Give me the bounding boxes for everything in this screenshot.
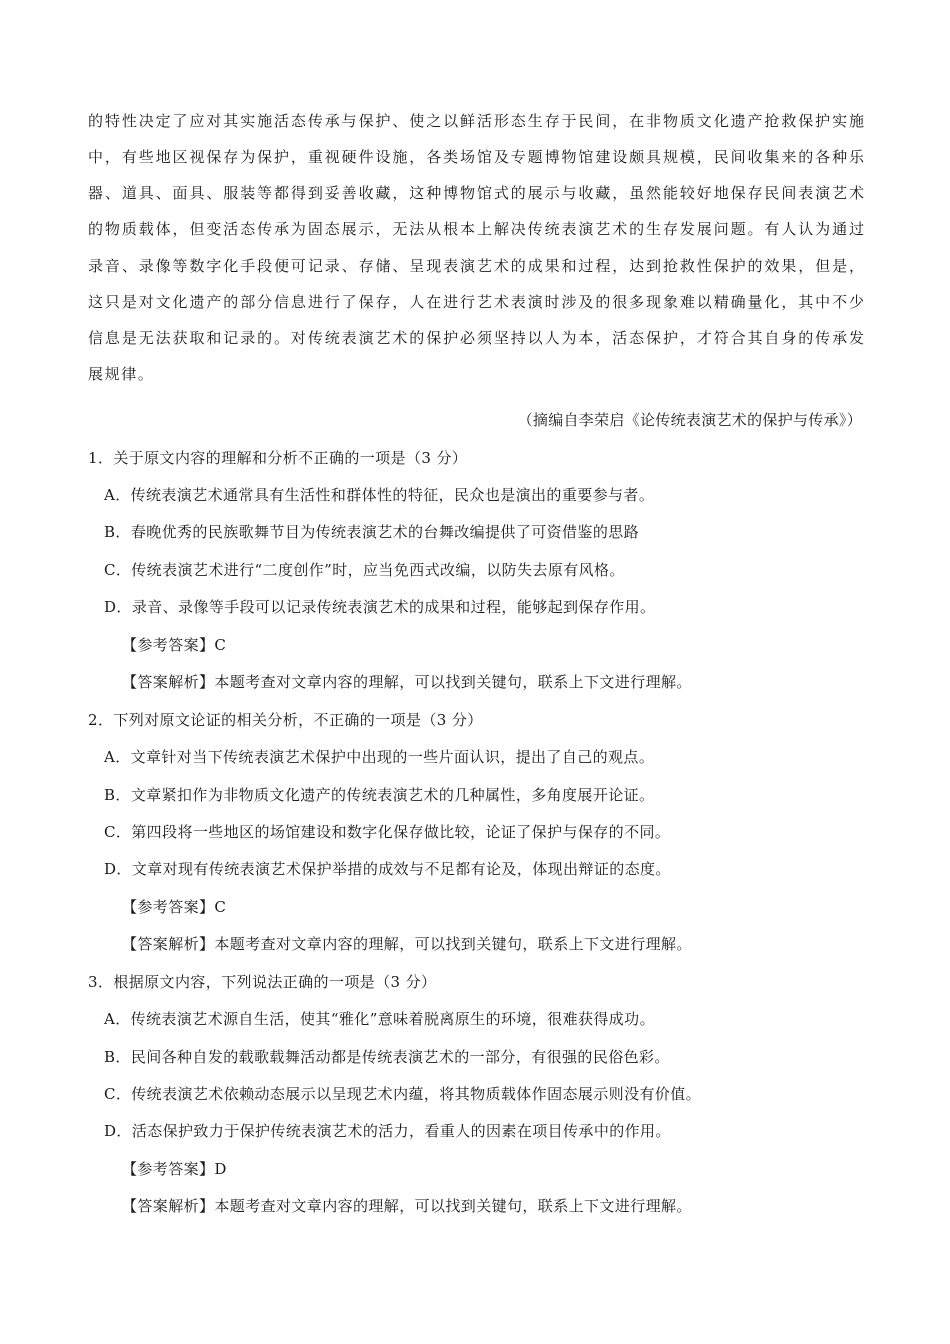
passage-line: 这只是对文化遗产的部分信息进行了保存，人在进行艺术表演时涉及的很多现象难以精确量化，其中不少 bbox=[88, 293, 864, 311]
reference-answer: 【参考答案】C bbox=[122, 898, 227, 916]
question-stem: 2．下列对原文论证的相关分析，不正确的一项是（3 分） bbox=[88, 711, 483, 729]
passage-line: 中，有些地区视保存为保护，重视硬件设施，各类场馆及专题博物馆建设颇具规模，民间收集来的各种乐 bbox=[88, 148, 864, 166]
reference-answer: 【参考答案】D bbox=[122, 1160, 227, 1178]
passage-line: 展规律。 bbox=[88, 365, 155, 383]
answer-analysis: 【答案解析】本题考查对文章内容的理解，可以找到关键句，联系上下文进行理解。 bbox=[122, 935, 692, 953]
option-d: D．录音、录像等手段可以记录传统表演艺术的成果和过程，能够起到保存作用。 bbox=[104, 598, 656, 616]
reference-answer: 【参考答案】C bbox=[122, 636, 227, 654]
option-c: C．传统表演艺术依赖动态展示以呈现艺术内蕴，将其物质载体作固态展示则没有价值。 bbox=[104, 1085, 702, 1103]
option-c: C．第四段将一些地区的场馆建设和数字化保存做比较，论证了保护与保存的不同。 bbox=[104, 823, 671, 841]
option-b: B．文章紧扣作为非物质文化遗产的传统表演艺术的几种属性，多角度展开论证。 bbox=[104, 786, 655, 804]
option-a: A．传统表演艺术通常具有生活性和群体性的特征，民众也是演出的重要参与者。 bbox=[104, 486, 655, 504]
option-a: A．文章针对当下传统表演艺术保护中出现的一些片面认识，提出了自己的观点。 bbox=[104, 748, 655, 766]
option-b: B．民间各种自发的载歌载舞活动都是传统表演艺术的一部分，有很强的民俗色彩。 bbox=[104, 1048, 670, 1066]
option-c: C．传统表演艺术进行“二度创作”时，应当免西式改编，以防失去原有风格。 bbox=[104, 561, 625, 579]
option-a: A．传统表演艺术源自生活，使其“雅化”意味着脱离原生的环境，很难获得成功。 bbox=[104, 1010, 655, 1028]
passage-line: 录音、录像等数字化手段便可记录、存储、呈现表演艺术的成果和过程，达到抢救性保护的效果，但是， bbox=[88, 257, 864, 275]
passage-line: 器、道具、面具、服装等都得到妥善收藏，这种博物馆式的展示与收藏，虽然能较好地保存民间表演艺术 bbox=[88, 184, 864, 202]
passage-source: （摘编自李荣启《论传统表演艺术的保护与传承》） bbox=[517, 411, 862, 429]
question-stem: 3．根据原文内容，下列说法正确的一项是（3 分） bbox=[88, 973, 437, 991]
question-stem: 1．关于原文内容的理解和分析不正确的一项是（3 分） bbox=[88, 449, 468, 467]
passage-line: 信息是无法获取和记录的。对传统表演艺术的保护必须坚持以人为本，活态保护，才符合其自身的传承发 bbox=[88, 329, 864, 347]
option-b: B．春晚优秀的民族歌舞节目为传统表演艺术的台舞改编提供了可资借鉴的思路 bbox=[104, 523, 640, 541]
answer-analysis: 【答案解析】本题考查对文章内容的理解，可以找到关键句，联系上下文进行理解。 bbox=[122, 673, 692, 691]
option-d: D．活态保护致力于保护传统表演艺术的活力，看重人的因素在项目传承中的作用。 bbox=[104, 1122, 671, 1140]
option-d: D．文章对现有传统表演艺术保护举措的成效与不足都有论及，体现出辩证的态度。 bbox=[104, 860, 671, 878]
passage-line: 的特性决定了应对其实施活态传承与保护、使之以鲜活形态生存于民间，在非物质文化遗产抢救保护实施 bbox=[88, 112, 864, 130]
answer-analysis: 【答案解析】本题考查对文章内容的理解，可以找到关键句，联系上下文进行理解。 bbox=[122, 1197, 692, 1215]
passage-line: 的物质载体，但变活态传承为固态展示，无法从根本上解决传统表演艺术的生存发展问题。有人认为通过 bbox=[88, 220, 864, 238]
